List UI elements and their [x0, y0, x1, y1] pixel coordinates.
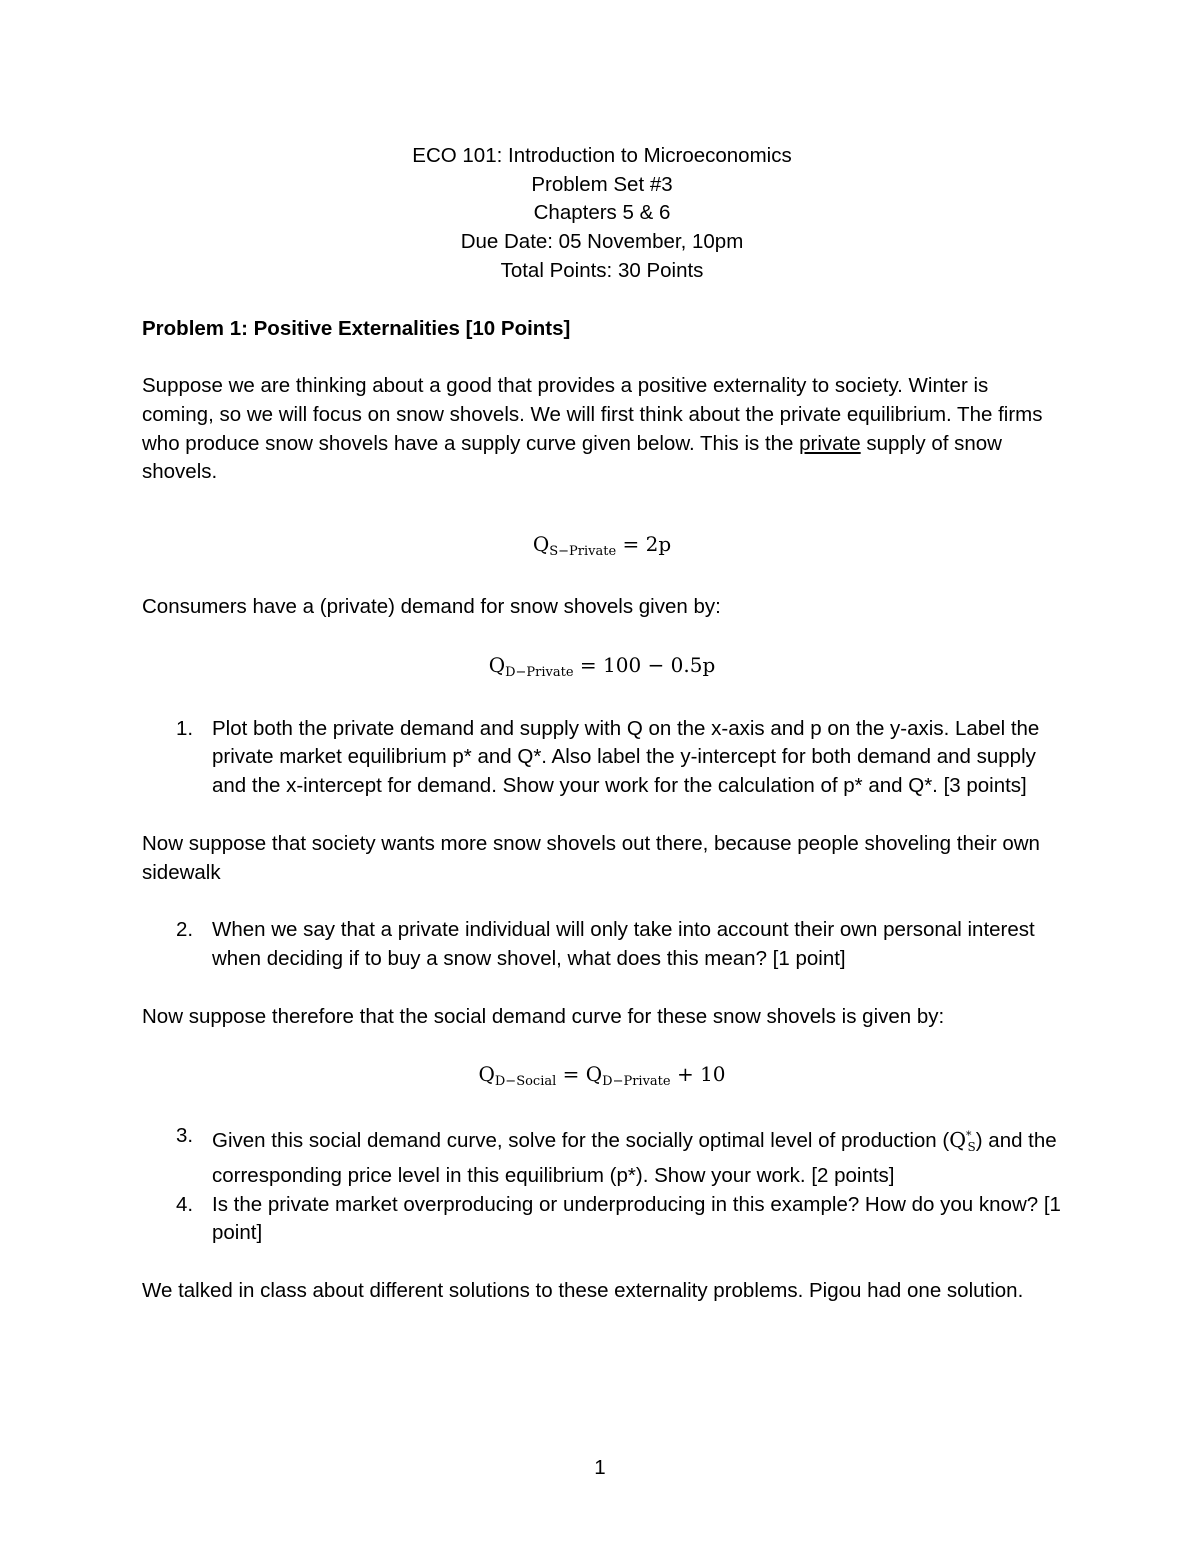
question-3-text-b: ) and the corresponding price level in this equilibrium (p*). Show your work. [2 points]	[212, 1129, 1057, 1188]
total-points-line: Total Points: 30 Points	[500, 258, 704, 282]
intro-underlined-word: private	[799, 431, 861, 455]
closing-text: We talked in class about different solutions to these externality problems. Pigou had one solution.	[142, 1279, 1024, 1303]
question-1-number: 1.	[176, 716, 194, 740]
page-number: 1	[594, 1456, 606, 1479]
question-4	[142, 1191, 1062, 1248]
question-2-text: When we say that a private individual will only take into account their own personal interest when deciding if to buy a snow shovel, what does this mean? [1 point]	[212, 918, 1035, 970]
question-1	[142, 715, 1062, 801]
social-eq-rhs: + 10	[670, 1062, 726, 1087]
document-header	[142, 142, 1062, 286]
question-1-text: Plot both the private demand and supply with Q on the x-axis and p on the y-axis. Label the private market equilibrium p* and Q*. Also label the y-intercept for both demand and supply and the x-intercept for demand. Show your work for the calculation of p* and Q*. [3 points]	[212, 716, 1040, 798]
course-title: ECO 101: Introduction to Microeconomics	[412, 144, 792, 167]
demand-eq-q: Q	[488, 652, 506, 677]
page-content	[142, 142, 1062, 1306]
question-3-text-a: Given this social demand curve, solve for the socially optimal level of production (	[212, 1129, 950, 1153]
supply-eq-q: Q	[532, 532, 550, 557]
problem1-intro	[142, 372, 1062, 487]
demand-eq-rhs: = 100 − 0.5p	[573, 652, 716, 677]
problem1-heading: Problem 1: Positive Externalities [10 Points]	[142, 316, 571, 340]
social-demand-equation	[142, 1060, 1062, 1096]
q-star-subscript: S	[967, 1140, 976, 1155]
social-eq-subscript-2: D−Private	[602, 1074, 671, 1090]
demand-equation	[142, 651, 1062, 687]
problem-set-title: Problem Set #3	[531, 172, 673, 196]
social-eq-mid: = Q	[556, 1062, 603, 1087]
chapters-line: Chapters 5 & 6	[533, 201, 671, 225]
demand-eq-subscript: D−Private	[505, 664, 574, 680]
social-eq-subscript: D−Social	[494, 1074, 557, 1090]
intro-text-a: Suppose we are thinking about a good that provides a positive externality to society. Winter is coming, so we will focus on snow shovels. We will first think about the private equilibrium. The firms who produce snow shovels have a supply curve given below. This is the	[142, 374, 1043, 455]
question-3-text	[212, 1122, 1062, 1190]
question-2	[142, 916, 1062, 973]
supply-eq-subscript: S−Private	[549, 544, 617, 560]
social-eq-q: Q	[478, 1062, 495, 1087]
due-date-line: Due Date: 05 November, 10pm	[460, 230, 744, 254]
q-star-base: Q	[949, 1128, 967, 1153]
demand-intro: Consumers have a (private) demand for snow shovels given by:	[142, 595, 721, 619]
question-3-number: 3.	[176, 1124, 194, 1148]
q-star-symbol	[949, 1128, 976, 1155]
question-4-text: Is the private market overproducing or underproducing in this example? How do you know? [1 point]	[212, 1192, 1061, 1245]
supply-eq-rhs: = 2p	[616, 532, 672, 557]
question-2-number: 2.	[176, 918, 194, 942]
society-text: Now suppose that society wants more snow shovels out there, because people shoveling their own sidewalk	[142, 831, 1040, 884]
question-4-number: 4.	[176, 1192, 194, 1216]
question-3	[142, 1122, 1062, 1190]
supply-equation	[142, 530, 1062, 566]
intro-text-b: supply of snow shovels.	[142, 431, 1002, 484]
social-demand-intro: Now suppose therefore that the social demand curve for these snow shovels is given by:	[142, 1004, 945, 1028]
q-star-superscript: *	[966, 1129, 972, 1143]
